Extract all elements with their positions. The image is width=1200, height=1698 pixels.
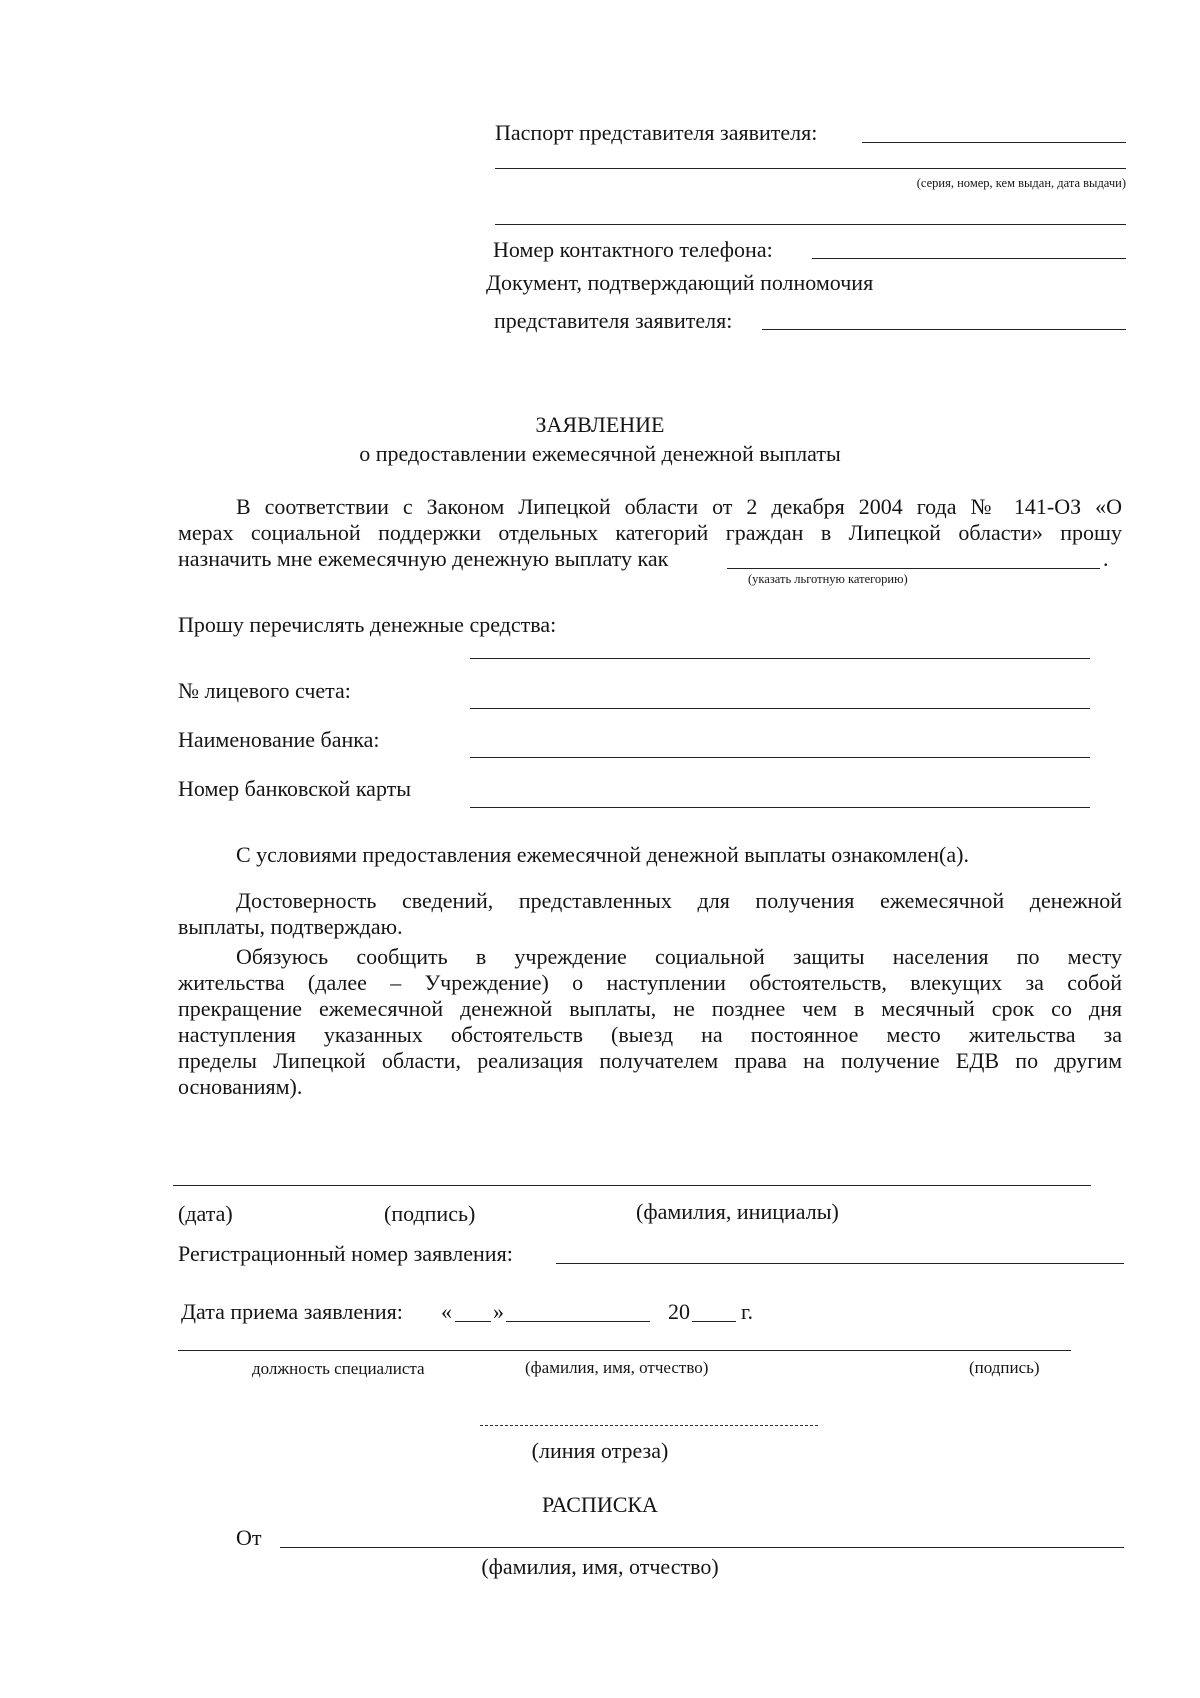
passport-label: Паспорт представителя заявителя:	[495, 120, 818, 145]
phone-label: Номер контактного телефона:	[493, 237, 773, 262]
card-label: Номер банковской карты	[178, 776, 412, 801]
oblige-line-5: пределы Липецкой области, реализация получателем права на получение ЕДВ по другим	[178, 1048, 1122, 1073]
request-line-1: В соответствии с Законом Липецкой области от 2 декабря 2004 года № 141-ОЗ «О	[236, 494, 1122, 519]
reg-number-label: Регистрационный номер заявления:	[178, 1241, 513, 1266]
specialist-line[interactable]	[178, 1350, 1071, 1351]
passport-field[interactable]	[862, 142, 1126, 143]
received-year-prefix: 20	[668, 1299, 690, 1324]
category-hint: (указать льготную категорию)	[748, 572, 908, 586]
receipt-from-label: От	[236, 1525, 262, 1550]
signature-caption: (подпись)	[384, 1201, 476, 1226]
received-year-field[interactable]	[692, 1321, 736, 1322]
authority-doc-field[interactable]	[762, 329, 1126, 330]
transfer-field[interactable]	[470, 658, 1090, 659]
phone-field[interactable]	[812, 258, 1126, 259]
acquainted-statement: С условиями предоставления ежемесячной денежной выплаты ознакомлен(а).	[236, 842, 969, 867]
document-subtitle: о предоставлении ежемесячной денежной выплаты	[359, 441, 841, 466]
category-field[interactable]	[727, 568, 1100, 569]
passport-hint: (серия, номер, кем выдан, дата выдачи)	[916, 176, 1126, 190]
signature-line[interactable]	[173, 1185, 1091, 1186]
oblige-line-2: жительства (далее – Учреждение) о наступлении обстоятельств, влекущих за собой	[178, 970, 1122, 995]
account-label: № лицевого счета:	[178, 678, 351, 703]
receipt-from-hint: (фамилия, имя, отчество)	[481, 1554, 719, 1579]
document-title: ЗАЯВЛЕНИЕ	[535, 412, 665, 437]
card-field[interactable]	[470, 807, 1090, 808]
received-quote-open: «	[441, 1299, 452, 1324]
specialist-position-caption: должность специалиста	[252, 1359, 425, 1378]
bank-field[interactable]	[470, 757, 1090, 758]
received-year-suffix: г.	[741, 1299, 754, 1324]
confirm-line-2: выплаты, подтверждаю.	[178, 914, 403, 939]
oblige-line-1: Обязуюсь сообщить в учреждение социальной защиты населения по месту	[236, 944, 1122, 969]
received-day-field[interactable]	[455, 1321, 491, 1322]
oblige-line-6: основаниям).	[178, 1074, 303, 1099]
specialist-signature-caption: (подпись)	[969, 1358, 1040, 1377]
date-caption: (дата)	[178, 1201, 233, 1226]
reg-number-field[interactable]	[556, 1263, 1124, 1264]
received-date-label: Дата приема заявления:	[181, 1299, 403, 1324]
authority-doc-label-line1: Документ, подтверждающий полномочия	[486, 270, 874, 295]
confirm-line-1: Достоверность сведений, представленных для получения ежемесячной денежной	[236, 888, 1122, 913]
received-month-field[interactable]	[506, 1321, 650, 1322]
bank-label: Наименование банка:	[178, 727, 380, 752]
transfer-label: Прошу перечислять денежные средства:	[178, 612, 557, 637]
request-line-3: назначить мне ежемесячную денежную выплату как	[178, 546, 669, 571]
specialist-name-caption: (фамилия, имя, отчество)	[525, 1358, 709, 1377]
oblige-line-4: наступления указанных обстоятельств (выезд на постоянное место жительства за	[178, 1022, 1122, 1047]
account-field[interactable]	[470, 708, 1090, 709]
authority-doc-label-line2: представителя заявителя:	[494, 308, 733, 333]
receipt-title: РАСПИСКА	[542, 1492, 658, 1517]
name-caption: (фамилия, инициалы)	[636, 1199, 839, 1224]
passport-field-line3[interactable]	[495, 224, 1126, 225]
cut-line	[480, 1425, 818, 1426]
oblige-line-3: прекращение ежемесячной денежной выплаты, не позднее чем в месячный срок со дня	[178, 996, 1122, 1021]
received-quote-close: »	[493, 1299, 504, 1324]
request-line-3-end: .	[1103, 546, 1109, 571]
cut-line-caption: (линия отреза)	[531, 1438, 669, 1463]
request-line-2: мерах социальной поддержки отдельных категорий граждан в Липецкой области» прошу	[178, 520, 1122, 545]
passport-field-line2[interactable]	[495, 168, 1126, 169]
receipt-from-field[interactable]	[280, 1547, 1124, 1548]
